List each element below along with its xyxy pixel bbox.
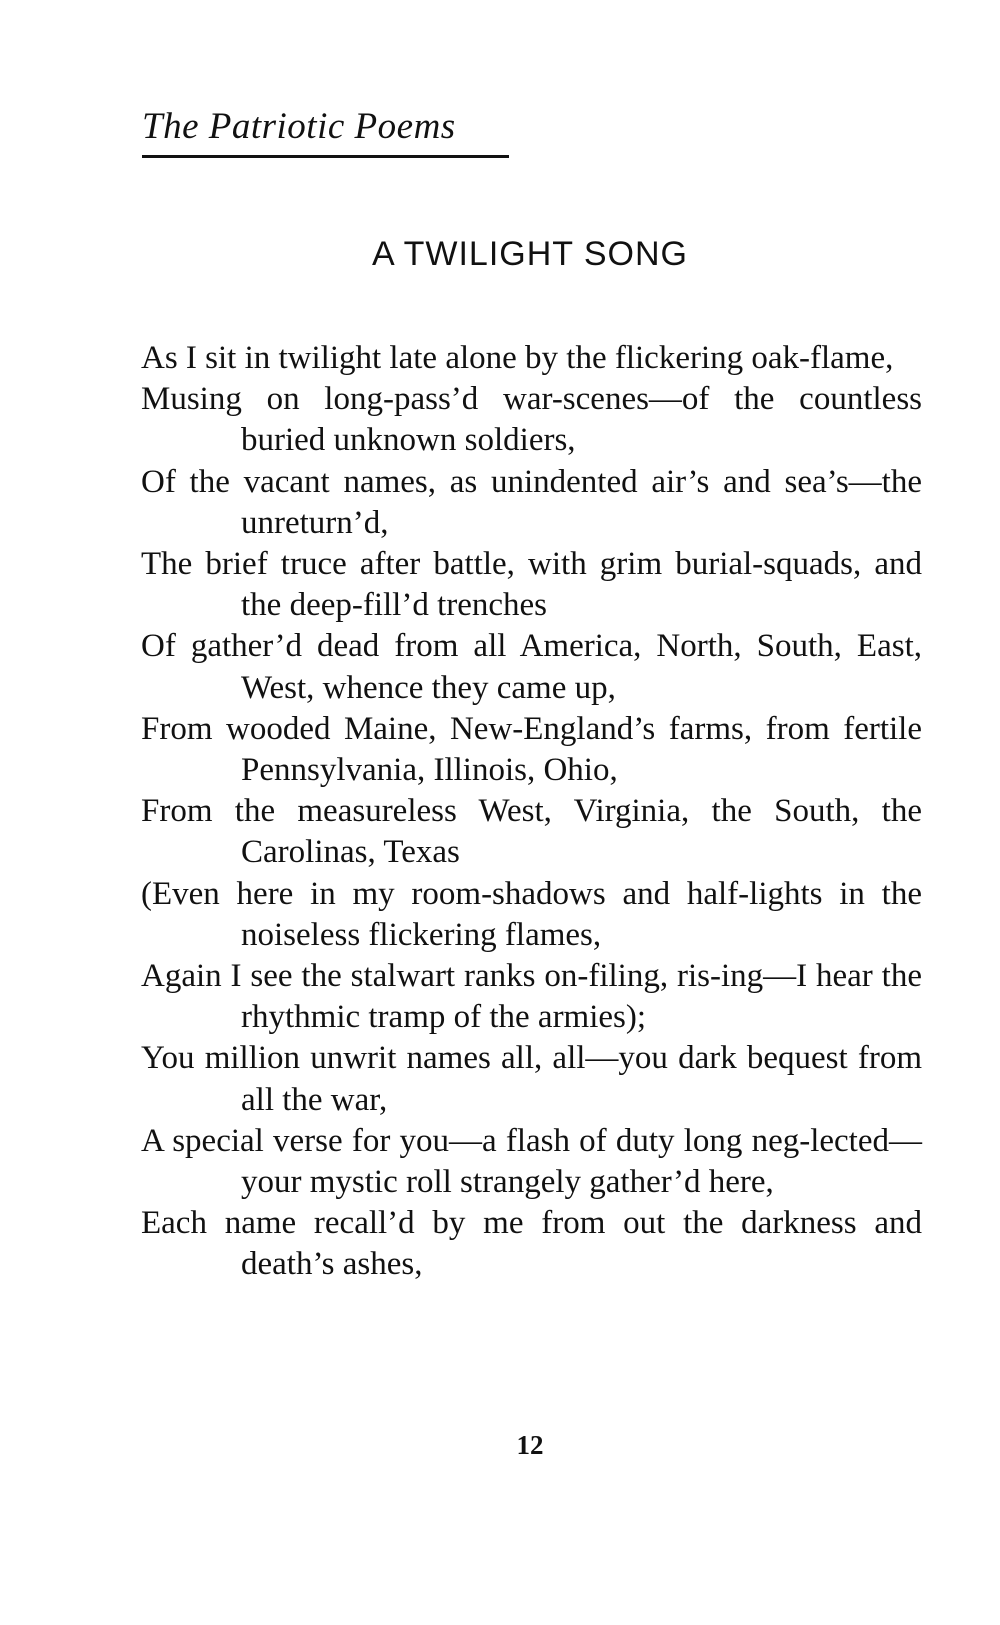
poem-line: The brief truce after battle, with grim burial-squads, and the deep-fill’d trenches	[141, 546, 922, 624]
poem-line: (Even here in my room-shadows and half-lights in the noiseless flickering flames,	[141, 875, 922, 953]
running-head-rule	[142, 155, 509, 158]
poem-line: From the measureless West, Virginia, the South, the Carolinas, Texas	[141, 793, 922, 871]
poem-body	[141, 338, 922, 1286]
page-number: 12	[516, 1430, 544, 1460]
running-head: The Patriotic Poems	[142, 106, 456, 147]
poem-title: A TWILIGHT SONG	[371, 235, 689, 273]
poem-line: From wooded Maine, New-England’s farms, from fertile Pennsylvania, Illinois, Ohio,	[141, 710, 922, 789]
poem-line: A special verse for you—a flash of duty long neg-lected—your mystic roll strangely gather’d here,	[141, 1122, 922, 1201]
poem-line: As I sit in twilight late alone by the flickering oak-flame,	[141, 340, 894, 376]
poem-line: Of the vacant names, as unindented air’s and sea’s—the unreturn’d,	[141, 463, 922, 541]
poem-line: Musing on long-pass’d war-scenes—of the countless buried unknown soldiers,	[141, 381, 922, 459]
poem-line: Again I see the stalwart ranks on-filing, ris-ing—I hear the rhythmic tramp of the armies);	[141, 958, 922, 1036]
poem-line: You million unwrit names all, all—you dark bequest from all the war,	[141, 1040, 922, 1118]
poem-line: Each name recall’d by me from out the darkness and death’s ashes,	[141, 1205, 922, 1283]
poem-line: Of gather’d dead from all America, North, South, East, West, whence they came up,	[141, 628, 922, 706]
